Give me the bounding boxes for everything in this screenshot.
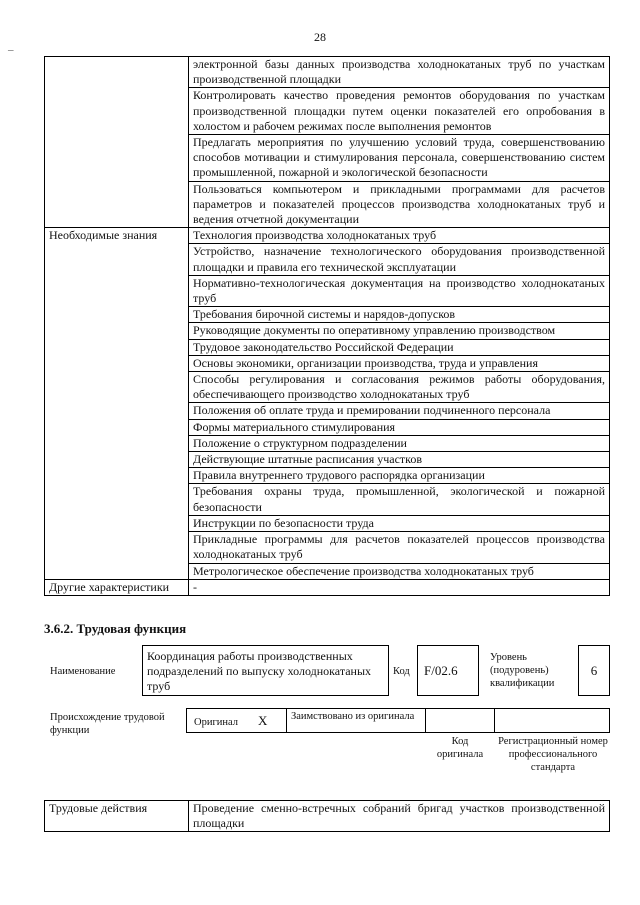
knowledge-item: Технология производства холоднокатаных труб (189, 228, 610, 244)
knowledge-item: Прикладные программы для расчетов показателей процессов производства холоднокатаных труб (189, 532, 610, 563)
knowledge-item: Требования бирочной системы и нарядов-допусков (189, 307, 610, 323)
skill-item: Контролировать качество проведения ремонтов оборудования по участкам производственной площадки путем оценки показателей его опробования в холостом и рабочем режимах после выполнения ремонтов (189, 88, 610, 135)
knowledge-item: Способы регулирования и согласования режимов работы оборудования, обеспечивающего производство холоднокатаных труб (189, 372, 610, 403)
code-label: Код (393, 666, 410, 677)
origin-code-caption: Код оригинала (436, 736, 484, 760)
level-value: 6 (590, 663, 598, 678)
knowledge-item: Действующие штатные расписания участков (189, 452, 610, 468)
labor-actions-label: Трудовые действия (45, 801, 189, 832)
borrowed-label: Заимствовано из оригинала (291, 711, 415, 722)
knowledge-item: Устройство, назначение технологического оборудования производственной площадки и правила его технической эксплуатации (189, 244, 610, 275)
knowledge-item: Метрологическое обеспечение производства холоднокатаных труб (189, 563, 610, 579)
page-number: 28 (314, 30, 326, 44)
name-box (142, 645, 389, 696)
level-box (578, 645, 610, 696)
knowledge-item: Правила внутреннего трудового распорядка организации (189, 468, 610, 484)
section-title: 3.6.2. Трудовая функция (44, 621, 187, 636)
skill-item: электронной базы данных производства холоднокатаных труб по участкам производственной площадки (189, 57, 610, 88)
knowledge-item: Требования охраны труда, промышленной, экологической и пожарной безопасности (189, 484, 610, 515)
skills-label-cell (45, 57, 189, 228)
knowledge-item: Руководящие документы по оперативному управлению производством (189, 323, 610, 339)
knowledge-item: Нормативно-технологическая документация на производство холоднокатаных труб (189, 275, 610, 306)
original-mark: X (258, 713, 268, 728)
knowledge-item: Формы материального стимулирования (189, 419, 610, 435)
knowledge-item: Основы экономики, организации производства, труда и управления (189, 355, 610, 371)
table-row (45, 801, 610, 832)
code-box (417, 645, 479, 696)
labor-action-item: Проведение сменно-встречных собраний бригад участков производственной площадки (189, 801, 610, 832)
knowledge-item: Инструкции по безопасности труда (189, 515, 610, 531)
other-label: Другие характеристики (45, 579, 189, 595)
level-label: Уровень (подуровень) квалификации (490, 652, 555, 689)
table-row (45, 57, 610, 88)
skill-item: Предлагать мероприятия по улучшению условий труда, совершенствованию способов мотивации и стимулирования персонала, совершенствованию систем промышленной, пожарной и экологической безопасности (189, 135, 610, 182)
name-label: Наименование (50, 666, 116, 677)
knowledge-item: Положение о структурном подразделении (189, 435, 610, 451)
table-row (45, 579, 610, 595)
skills-knowledge-table (44, 56, 610, 596)
name-value: Координация работы производственных подразделений по выпуску холоднокатаных труб (147, 649, 372, 693)
table-row (45, 228, 610, 244)
knowledge-label: Необходимые знания (45, 228, 189, 579)
other-value: - (189, 579, 610, 595)
skill-item: Пользоваться компьютером и прикладными программами для расчетов параметров и показателей процессов производства холоднокатаных труб и ведения отчетной документации (189, 181, 610, 228)
original-label: Оригинал (194, 717, 238, 728)
labor-actions-table (44, 800, 610, 832)
code-value: F/02.6 (424, 663, 458, 678)
margin-mark: – (8, 44, 14, 56)
origin-label: Происхождение трудовой функции (50, 712, 165, 736)
knowledge-item: Положения об оплате труда и премировании подчиненного персонала (189, 403, 610, 419)
reg-number-caption: Регистрационный номер профессионального стандарта (498, 736, 608, 773)
knowledge-item: Трудовое законодательство Российской Федерации (189, 339, 610, 355)
